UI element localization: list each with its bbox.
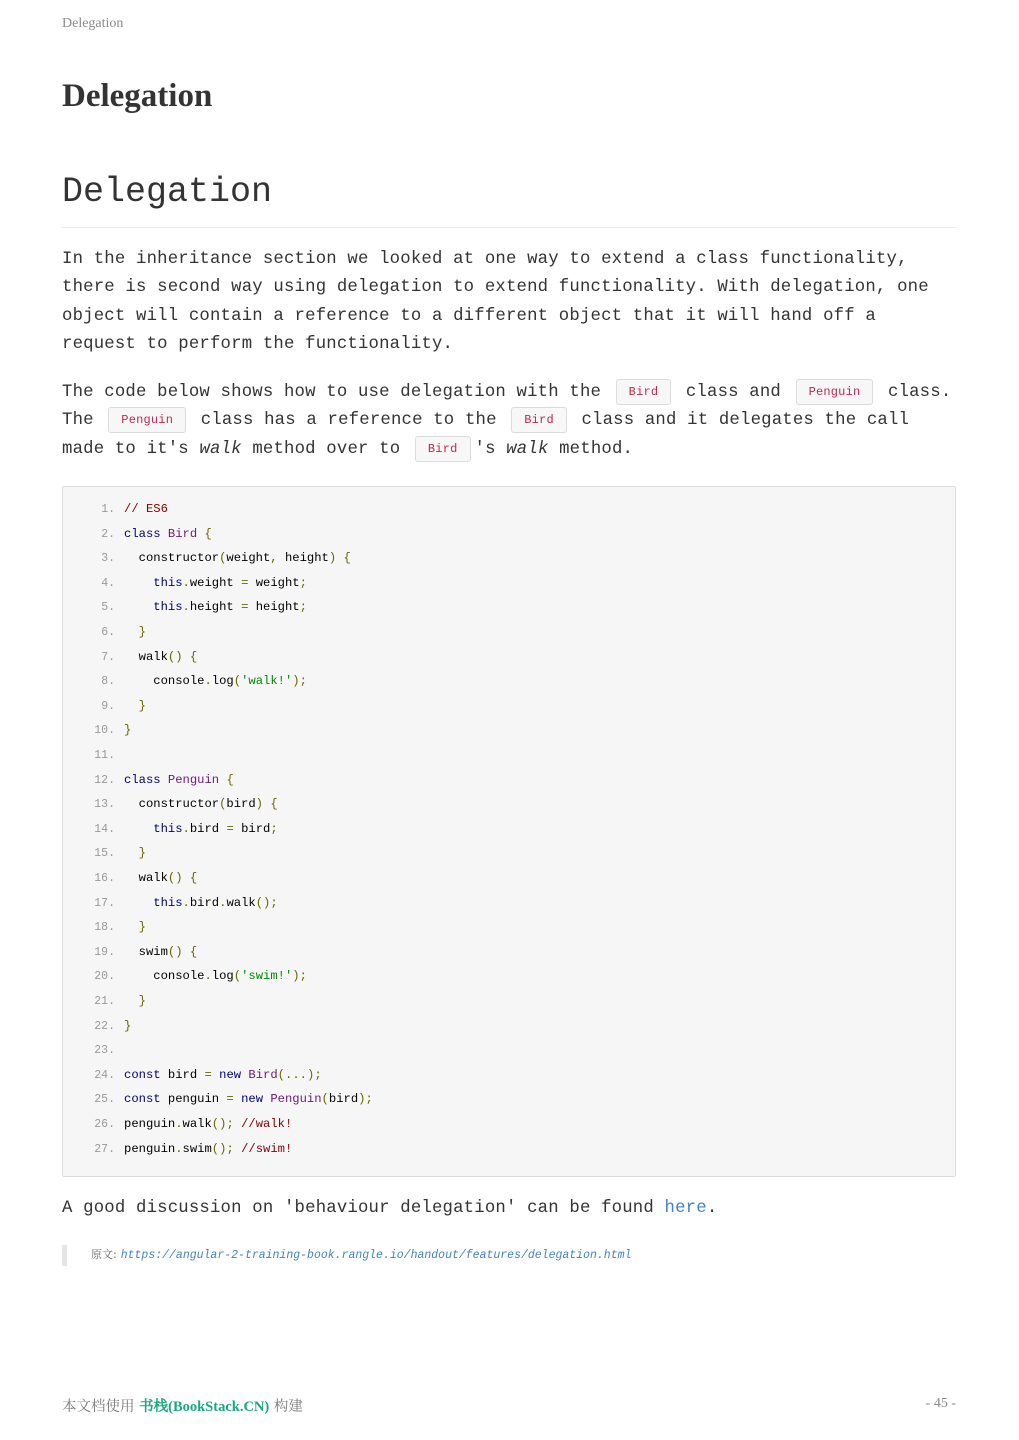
heading-divider <box>62 227 956 228</box>
footer-suffix: 构建 <box>273 1399 303 1415</box>
line-number: 13. <box>94 798 115 812</box>
code-text: console.log('swim!'); <box>124 969 307 984</box>
line-number: 5. <box>101 601 115 615</box>
code-text: } <box>138 698 146 713</box>
text: method. <box>559 439 634 459</box>
line-number: 26. <box>94 1118 115 1131</box>
source-label: 原文: <box>91 1248 117 1261</box>
code-line <box>63 645 197 669</box>
text: class has a reference to the <box>200 411 497 431</box>
code-line <box>63 792 278 816</box>
code-line <box>63 964 307 988</box>
text: class and <box>685 383 781 402</box>
text: 's <box>474 439 496 459</box>
code-text: walk() { <box>124 649 198 664</box>
code-line <box>63 866 197 890</box>
text: method over to <box>252 439 401 459</box>
text: . <box>706 1199 718 1218</box>
code-line <box>63 497 168 521</box>
inline-code-bird: Bird <box>616 379 672 405</box>
code-line <box>63 1063 322 1087</box>
code-line <box>63 817 278 841</box>
inline-code-bird: Bird <box>415 436 471 462</box>
line-number: 10. <box>94 724 115 738</box>
line-number: 7. <box>101 650 115 664</box>
text: class. The <box>62 383 952 431</box>
line-number: 19. <box>94 945 115 959</box>
code-text: walk() { <box>124 871 198 885</box>
line-number: 3. <box>101 552 115 566</box>
emphasis-walk: walk <box>506 439 549 459</box>
code-line <box>63 940 197 964</box>
code-text: penguin.walk(); //walk! <box>124 1117 293 1131</box>
running-header: Delegation <box>62 16 124 31</box>
code-line <box>63 891 278 915</box>
source-link[interactable]: https://angular-2-training-book.rangle.io/handout/features/delegation.html <box>120 1249 632 1262</box>
here-link[interactable]: here <box>664 1199 707 1218</box>
code-text: // ES6 <box>124 502 168 516</box>
code-line <box>63 1137 292 1161</box>
code-line <box>63 1087 373 1111</box>
code-text: this.bird = bird; <box>153 821 278 836</box>
code-text: class Bird { <box>124 526 212 541</box>
code-text: this.weight = weight; <box>153 575 307 590</box>
code-text: } <box>138 846 146 861</box>
code-line <box>63 669 307 693</box>
line-number: 20. <box>94 970 115 984</box>
code-line <box>63 841 146 865</box>
inline-code-penguin: Penguin <box>108 407 186 433</box>
code-text: const penguin = new Penguin(bird); <box>124 1092 373 1107</box>
code-line <box>63 718 131 742</box>
line-number: 25. <box>94 1093 115 1107</box>
inline-code-penguin: Penguin <box>796 379 874 405</box>
code-text: constructor(bird) { <box>124 797 278 812</box>
line-number: 14. <box>94 822 115 836</box>
line-number: 11. <box>94 749 115 762</box>
line-number: 24. <box>94 1068 115 1082</box>
line-number: 9. <box>101 699 115 713</box>
line-number: 4. <box>101 576 115 590</box>
code-text: } <box>138 625 146 639</box>
section-heading: Delegation <box>62 172 273 212</box>
code-line <box>63 595 307 619</box>
code-text: penguin.swim(); //swim! <box>124 1141 293 1156</box>
line-number: 23. <box>94 1044 115 1058</box>
code-line <box>63 694 146 718</box>
code-line <box>63 1038 124 1062</box>
code-text: } <box>124 1018 132 1033</box>
intro-paragraph: In the inheritance section we looked at one way to extend a class functionality, there is second way using delegation to extend functionality. With delegation, one object will contain a reference to a different object that it will hand off a request to perform the functionality. <box>62 250 929 354</box>
discussion-paragraph <box>62 1195 956 1223</box>
code-text: this.height = height; <box>153 600 307 615</box>
line-number: 1. <box>101 503 115 516</box>
delegation-paragraph <box>62 379 956 464</box>
line-number: 2. <box>101 527 115 541</box>
line-number: 15. <box>94 847 115 861</box>
code-text: class Penguin { <box>124 772 234 787</box>
code-line <box>63 522 212 546</box>
code-line <box>63 768 234 792</box>
line-number: 16. <box>94 872 115 885</box>
code-line <box>63 915 146 939</box>
code-text: const bird = new Bird(...); <box>124 1067 322 1082</box>
line-number: 18. <box>94 921 115 935</box>
footer-brand-link[interactable]: 书栈(BookStack.CN) <box>139 1399 270 1415</box>
line-number: 27. <box>94 1142 115 1156</box>
code-block <box>62 486 956 1177</box>
code-text: } <box>138 920 146 935</box>
code-line <box>63 546 351 570</box>
code-text: constructor(weight, height) { <box>124 551 351 566</box>
code-line <box>63 620 146 644</box>
text: class and it delegates the call made to it's <box>62 411 910 459</box>
footer-credit <box>62 1395 303 1416</box>
emphasis-walk: walk <box>199 439 242 459</box>
code-line <box>63 571 307 595</box>
code-text: this.bird.walk(); <box>153 895 278 910</box>
line-number: 17. <box>94 896 115 910</box>
source-blockquote <box>62 1245 631 1266</box>
code-line <box>63 1014 131 1038</box>
code-text: } <box>124 723 132 738</box>
line-number: 21. <box>94 995 115 1008</box>
footer-prefix: 本文档使用 <box>62 1399 135 1415</box>
line-number: 12. <box>94 773 115 787</box>
line-number: 6. <box>101 626 115 639</box>
code-text: console.log('walk!'); <box>124 674 307 689</box>
code-text: swim() { <box>124 944 198 959</box>
text: The code below shows how to use delegation with the <box>62 383 602 402</box>
page-number: - 45 - <box>925 1396 956 1411</box>
code-text: } <box>138 994 146 1008</box>
page-title: Delegation <box>62 78 213 114</box>
code-line <box>63 743 124 767</box>
line-number: 8. <box>101 675 115 689</box>
code-line <box>63 989 146 1013</box>
line-number: 22. <box>94 1019 115 1033</box>
inline-code-bird: Bird <box>511 407 567 433</box>
text: A good discussion on 'behaviour delegation' can be found <box>62 1199 654 1218</box>
code-line <box>63 1112 292 1136</box>
